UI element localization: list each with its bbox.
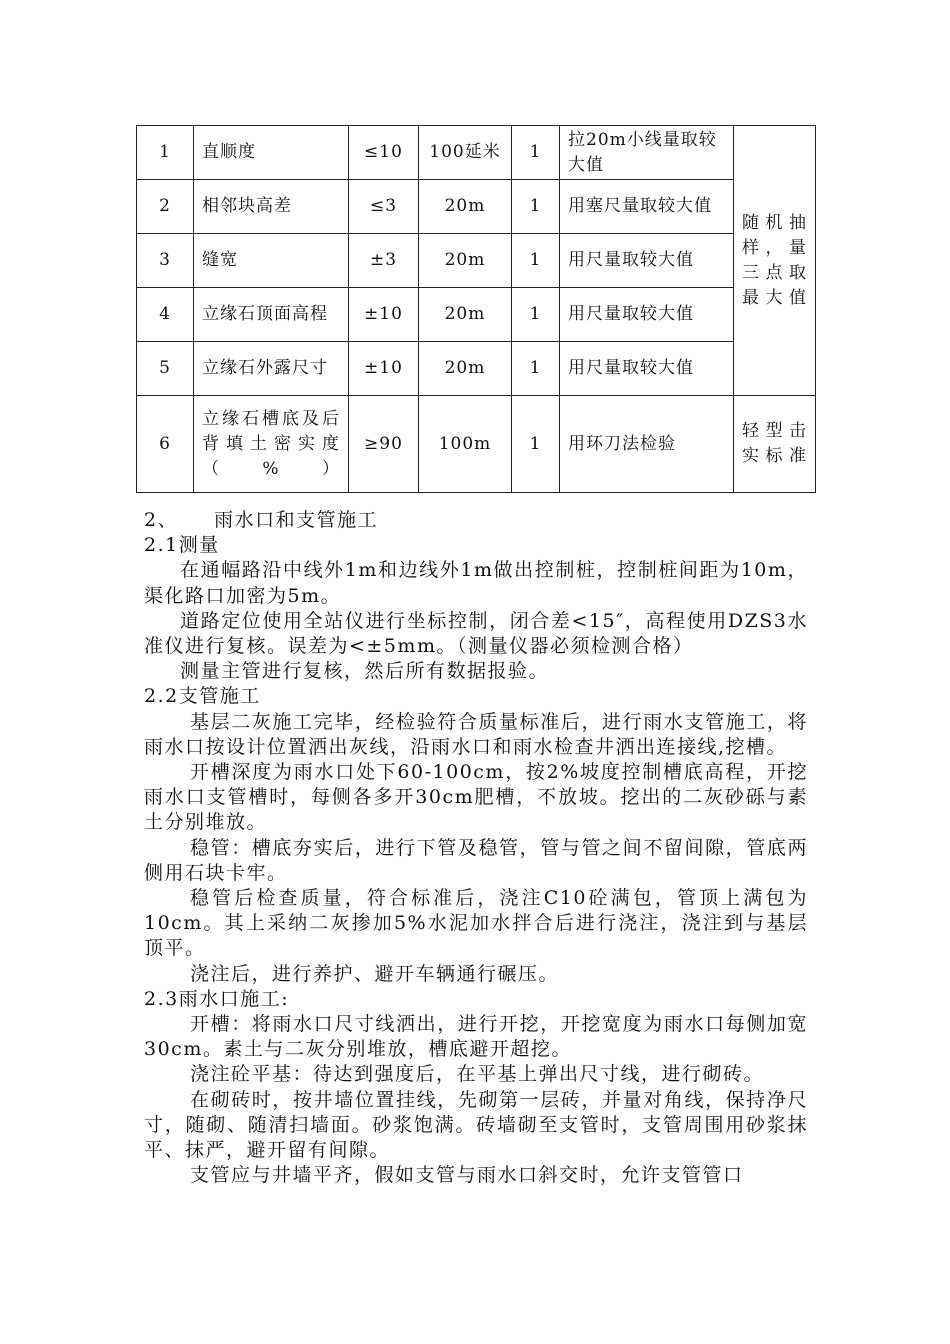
allowable-deviation: ≥90 — [349, 396, 419, 493]
inspection-method: 用塞尺量取较大值 — [560, 180, 734, 234]
table-row — [137, 126, 816, 180]
inspection-range: 20m — [419, 288, 512, 342]
paragraph: 开槽：将雨水口尺寸线洒出，进行开挖，开挖宽度为雨水口每侧加宽30cm。素土与二灰分别堆放，槽底避开超挖。 — [144, 1013, 808, 1061]
row-number: 6 — [137, 396, 194, 493]
inspection-points: 1 — [512, 342, 560, 396]
inspection-method: 拉20m小线量取较大值 — [560, 126, 734, 180]
inspection-points: 1 — [512, 126, 560, 180]
item-name: 缝宽 — [194, 234, 349, 288]
subsection-heading: 2.2支管施工 — [144, 685, 261, 708]
paragraph: 在砌砖时，按井墙位置挂线，先砌第一层砖，并量对角线，保持净尺寸，随砌、随清扫墙面。砂浆饱满。砖墙砌至支管时，支管周围用砂浆抹平、抹严，避开留有间隙。 — [144, 1088, 808, 1162]
section-number: 2、 — [144, 509, 179, 531]
row-number: 3 — [137, 234, 194, 288]
paragraph: 在通幅路沿中线外1m和边线外1m做出控制桩，控制桩间距为10m，渠化路口加密为5m。 — [144, 559, 808, 607]
section-title: 雨水口和支管施工 — [214, 509, 379, 531]
inspection-points: 1 — [512, 180, 560, 234]
table-row — [137, 396, 816, 493]
subsection-heading: 2.3雨水口施工: — [144, 987, 290, 1010]
table-row — [137, 234, 816, 288]
body-text — [144, 508, 808, 1188]
paragraph: 浇注后，进行养护、避开车辆通行碾压。 — [190, 962, 560, 985]
allowable-deviation: ≤3 — [349, 180, 419, 234]
paragraph: 测量主管进行复核，然后所有数据报验。 — [180, 660, 550, 683]
section-heading — [144, 508, 808, 533]
inspection-range: 100m — [419, 396, 512, 493]
paragraph: 稳管后检查质量，符合标准后，浇注C10砼满包，管顶上满包为10cm。其上采纳二灰掺加5%水泥加水拌合后进行浇注，浇注到与基层顶平。 — [144, 887, 808, 960]
row-number: 1 — [137, 126, 194, 180]
inspection-range: 100延米 — [419, 126, 512, 180]
table-row — [137, 342, 816, 396]
item-name: 立缘石顶面高程 — [194, 288, 349, 342]
table-row — [137, 288, 816, 342]
allowable-deviation: ≤10 — [349, 126, 419, 180]
inspection-method: 用尺量取较大值 — [560, 288, 734, 342]
allowable-deviation: ±3 — [349, 234, 419, 288]
inspection-range: 20m — [419, 342, 512, 396]
compaction-note: 轻型击实标准 — [734, 396, 816, 493]
subsection-heading: 2.1测量 — [144, 534, 220, 557]
paragraph: 基层二灰施工完毕，经检验符合质量标准后，进行雨水支管施工，将雨水口按设计位置洒出灰线，沿雨水口和雨水检查井洒出连接线,挖槽。 — [144, 710, 808, 758]
item-name: 立缘石外露尺寸 — [194, 342, 349, 396]
allowable-deviation: ±10 — [349, 342, 419, 396]
table-row — [137, 180, 816, 234]
item-name: 直顺度 — [194, 126, 349, 180]
inspection-points: 1 — [512, 234, 560, 288]
row-number: 5 — [137, 342, 194, 396]
item-name: 相邻块高差 — [194, 180, 349, 234]
row-number: 4 — [137, 288, 194, 342]
inspection-method: 用尺量取较大值 — [560, 342, 734, 396]
paragraph: 稳管：槽底夯实后，进行下管及稳管，管与管之间不留间隙，管底两侧用石块卡牢。 — [144, 836, 808, 884]
row-number: 2 — [137, 180, 194, 234]
paragraph: 浇注砼平基：待达到强度后，在平基上弹出尺寸线，进行砌砖。 — [190, 1063, 765, 1086]
paragraph: 道路定位使用全站仪进行坐标控制，闭合差<15″，高程使用DZS3水准仪进行复核。误差为<±5mm。（测量仪器必须检测合格） — [144, 609, 808, 658]
allowable-deviation: ±10 — [349, 288, 419, 342]
inspection-method: 用环刀法检验 — [560, 396, 734, 493]
inspection-range: 20m — [419, 234, 512, 288]
paragraph: 开槽深度为雨水口处下60-100cm，按2%坡度控制槽底高程，开挖雨水口支管槽时，每侧各多开30cm肥槽，不放坡。挖出的二灰砂砾与素土分别堆放。 — [144, 761, 808, 834]
inspection-points: 1 — [512, 288, 560, 342]
sampling-note: 随机抽样，量三点取最大值 — [734, 126, 816, 396]
inspection-method: 用尺量取较大值 — [560, 234, 734, 288]
paragraph: 支管应与井墙平齐，假如支管与雨水口斜交时，允许支管管口 — [190, 1164, 744, 1187]
inspection-points: 1 — [512, 396, 560, 493]
inspection-table — [136, 125, 816, 493]
inspection-range: 20m — [419, 180, 512, 234]
item-name: 立缘石槽底及后背填土密实度（%） — [194, 396, 349, 493]
